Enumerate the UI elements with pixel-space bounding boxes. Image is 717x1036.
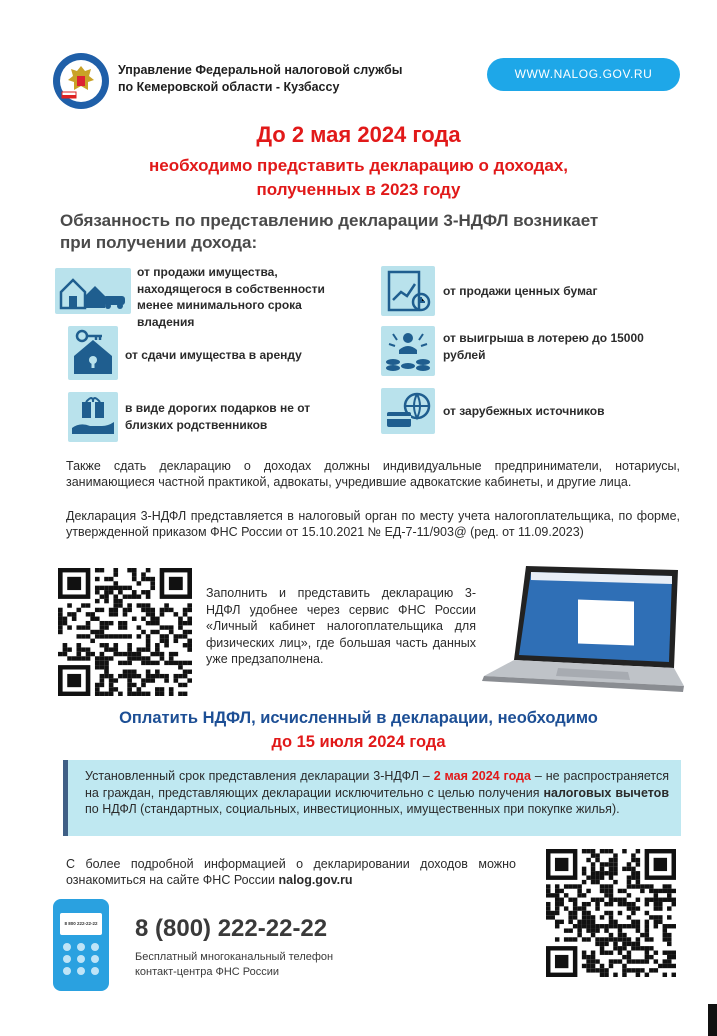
payment-deadline: до 15 июля 2024 года <box>271 733 446 751</box>
page-edge-mark <box>708 1004 717 1036</box>
qr-code-service[interactable] <box>58 568 192 696</box>
service-description: Заполнить и представить декларацию 3-НДФЛ удобнее через сервис ФНС России «Личный кабинет налогоплательщика для физических лиц», где большая часть данных уже предзаполнена. <box>206 586 476 666</box>
income-left-2 <box>125 347 345 364</box>
income-right-3 <box>443 403 673 420</box>
fns-logo <box>52 52 110 110</box>
notice-part-1: Установленный срок представления декларации 3-НДФЛ – <box>85 769 434 783</box>
more-info <box>66 856 516 888</box>
site-link-button[interactable]: WWW.NALOG.GOV.RU <box>487 58 680 91</box>
notice-bold: налоговых вычетов <box>543 785 670 800</box>
org-line-1: Управление Федеральной налоговой службы <box>118 63 403 77</box>
notice-part-3: по НДФЛ (стандартных, социальных, инвестиционных, имущественных при покупке жилья). <box>85 802 620 816</box>
qr-code-site[interactable] <box>546 849 676 977</box>
income-text: от продажи ценных бумаг <box>443 284 598 298</box>
more-info-text: С более подробной информацией о декларировании доходов можно ознакомиться на сайте ФНС России <box>66 857 516 887</box>
payment-heading: Оплатить НДФЛ, исчисленный в декларации, необходимо <box>119 709 598 727</box>
lottery-coins-icon <box>381 326 435 376</box>
income-text: находящегося в собственности <box>137 281 325 296</box>
duty-line-1: Обязанность по представлению декларации 3-НДФЛ возникает <box>60 211 599 230</box>
gift-hand-icon <box>68 392 118 442</box>
phone-icon <box>53 899 109 991</box>
income-text: от выигрыша в лотерею до 15000 <box>443 331 644 345</box>
deadline-subtitle <box>0 154 717 202</box>
hotline-desc-1: Бесплатный многоканальный телефон <box>135 951 334 963</box>
income-text: от зарубежных источников <box>443 404 605 418</box>
hotline-description <box>135 950 333 980</box>
income-text: от продажи имущества, <box>137 265 278 279</box>
globe-cards-icon <box>381 388 435 434</box>
income-text: рублей <box>443 347 486 362</box>
income-right-1 <box>443 283 673 300</box>
declaration-form-paragraph: Декларация 3-НДФЛ представляется в налоговый орган по месту учета налогоплательщика, по форме, утвержденной приказом ФНС России от 15.10.2021 № ЕД-7-11/903@ (ред. от 11.09.2023) <box>66 509 680 539</box>
qr-code-icon <box>546 849 676 977</box>
subtitle-line-2: полученных в 2023 году <box>256 180 461 199</box>
income-text: от сдачи имущества в аренду <box>125 348 302 362</box>
notice-accent-bar <box>63 760 68 836</box>
income-left-1 <box>137 264 357 330</box>
income-text: в виде дорогих подарков не от <box>125 401 311 415</box>
income-text: владения <box>137 314 195 329</box>
duty-heading <box>60 210 700 254</box>
income-text: близких родственников <box>125 417 268 432</box>
subtitle-line-1: необходимо представить декларацию о доходах, <box>148 156 569 175</box>
duty-line-2: при получении дохода: <box>60 233 258 252</box>
notice-text <box>85 768 669 818</box>
phone-screen-number: 8 800 222-22-22 <box>60 913 102 935</box>
house-car-icon <box>55 268 131 314</box>
deadline-title: До 2 мая 2024 года <box>256 122 461 147</box>
income-text: менее минимального срока <box>137 298 302 312</box>
laptop-image <box>478 562 688 702</box>
securities-chart-icon <box>381 266 435 316</box>
nalog-link[interactable]: nalog.gov.ru <box>278 873 353 887</box>
notice-box <box>63 760 681 836</box>
income-right-2 <box>443 330 683 363</box>
other-persons-paragraph: Также сдать декларацию о доходах должны индивидуальные предприниматели, нотариусы, занимающиеся частной практикой, адвокаты, учредившие адвокатские кабинеты, и другие лица. <box>66 459 680 489</box>
hotline-desc-2: контакт-центра ФНС России <box>135 966 280 978</box>
org-line-2: по Кемеровской области - Кузбассу <box>118 80 340 94</box>
notice-part-2: – не распространяется на граждан, представляющих декларации исключительно с целью получения <box>85 769 670 800</box>
income-left-3 <box>125 400 345 433</box>
hotline-number[interactable]: 8 (800) 222-22-22 <box>135 915 328 942</box>
org-name <box>118 62 402 96</box>
house-key-icon <box>68 326 118 380</box>
qr-code-icon <box>58 568 192 696</box>
notice-deadline: 2 мая 2024 года <box>433 769 531 783</box>
